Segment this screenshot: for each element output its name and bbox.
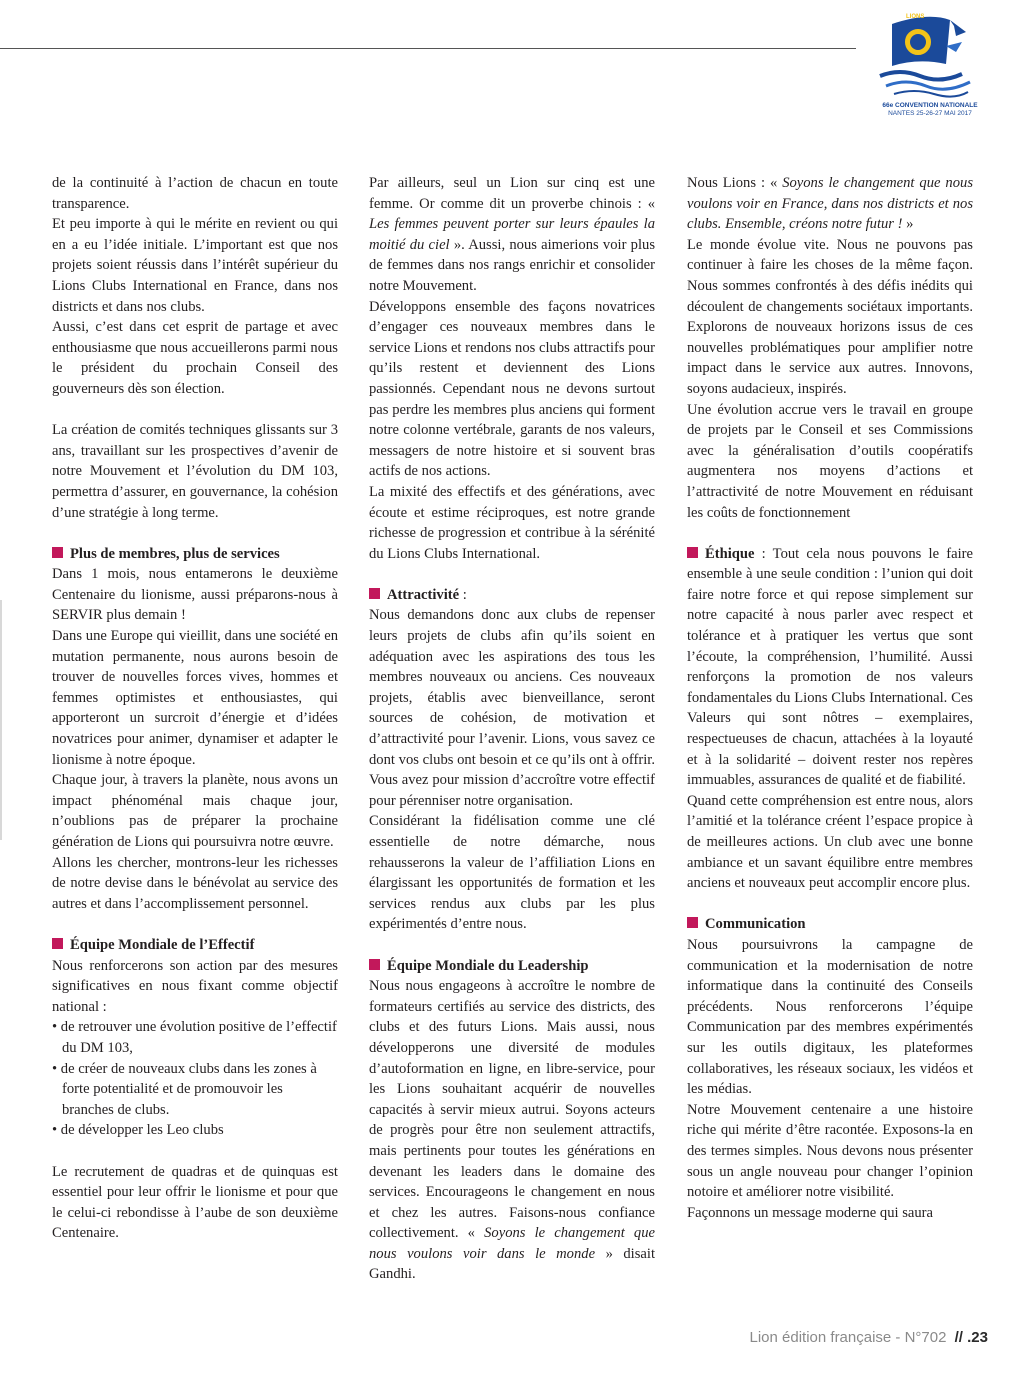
- section-heading: [369, 956, 655, 977]
- square-bullet-icon: [369, 588, 380, 599]
- text-run: Nous nous engageons à accroître le nombre de formateurs certifiés au service des districts, des clubs et des futurs Lions. Mais aussi, nous développerons une diversité de modules d’autoformation en ligne, en libre-service, pour les Lions souhaitant acquérir de nouvelles capacités à servir mieux autrui. Soyons acteurs de progrès pour être non seulement attractifs, mais pertinents pour toutes les générations en devenant les leaders dans le domaine des services. Encourageons le changement en nous et chez les autres. Faisons-nous confiance collectivement. «: [369, 978, 655, 1242]
- logo-line-2: NANTES 25-26-27 MAI 2017: [888, 110, 972, 117]
- paragraph: Considérant la fidélisation comme une clé essentielle de notre démarche, nous rehausserons la valeur de l’affiliation Lions en élargissant les opportunités de formation et les services rendus aux clubs par les plus expérimentés d’entre nous.: [369, 813, 655, 933]
- text-run: »: [902, 216, 914, 233]
- section-heading: [52, 544, 338, 565]
- paragraph: [369, 173, 655, 297]
- bullet-list: [52, 1017, 338, 1141]
- paragraph: [687, 544, 973, 791]
- heading-text: Équipe Mondiale du Leadership: [387, 957, 589, 974]
- list-item: • de retrouver une évolution positive de l’effectif du DM 103,: [52, 1017, 338, 1058]
- heading-suffix: :: [459, 586, 467, 603]
- quote-italic: Les femmes peuvent porter sur leurs épaules la moitié du ciel: [369, 216, 655, 253]
- text-run: » disait Gandhi.: [369, 1245, 656, 1283]
- quote-italic: Soyons le changement que nous voulons voir dans le monde: [369, 1225, 655, 1262]
- list-item: • de créer de nouveaux clubs dans les zones à forte potentialité et de promouvoir les branches de clubs.: [52, 1059, 338, 1121]
- paragraph: La mixité des effectifs et des générations, avec écoute et estime réciproques, est notre grande richesse de progression et contribue à la sérénité du Lions Clubs International.: [369, 483, 655, 562]
- logo-emblem-text: LIONS: [906, 14, 925, 20]
- square-bullet-icon: [52, 547, 63, 558]
- section-heading: [369, 585, 655, 606]
- text-run: Par ailleurs, seul un Lion sur cinq est une femme. Or comme dit un proverbe chinois : «: [369, 175, 655, 212]
- column-2: [369, 173, 655, 1285]
- paragraph: [369, 976, 655, 1285]
- quote-italic: Soyons le changement que nous voulons voir en France, dans nos districts et nos clubs. Ensemble, créons notre futur !: [687, 175, 973, 233]
- paragraph: Nous renforcerons son action par des mesures significatives en nous fixant comme objectif national :: [52, 957, 338, 1015]
- paragraph: Développons ensemble des façons novatrices d’engager ces nouveaux membres dans le service Lions et rendons nos clubs attractifs pour qu’ils restent et deviennent des Lions passionnés. Cependant nous ne devons surtout pas perdre les membres plus anciens qui forment notre colonne vertébrale, garants de nos valeurs, messagers de notre histoire et si souvent bras actifs de nos actions.: [369, 298, 655, 480]
- heading-text: Communication: [705, 916, 806, 933]
- logo-line-1: 66e CONVENTION NATIONALE: [882, 102, 978, 109]
- column-3: [687, 173, 973, 1223]
- paragraph: Façonnons un message moderne qui saura: [687, 1204, 934, 1221]
- paragraph: de la continuité à l’action de chacun en toute transparence.: [52, 175, 338, 212]
- text-run: ». Aussi, nous aimerions voir plus de femmes dans nos rangs enrichir et consolider notre Mouvement.: [369, 236, 655, 294]
- convention-logo: [870, 6, 990, 120]
- publication-name: Lion édition française - N°702: [749, 1329, 947, 1346]
- square-bullet-icon: [369, 959, 380, 970]
- footer-separator: //: [954, 1329, 963, 1346]
- heading-text: Attractivité: [387, 586, 460, 603]
- paragraph: Et peu importe à qui le mérite en revient ou qui en a eu l’idée initiale. L’important est que nos projets soient réussis dans l’intérêt supérieur du Lions Clubs International en France, dans nos districts et dans nos clubs.: [52, 216, 338, 315]
- paragraph: Une évolution accrue vers le travail en groupe de projets par le Conseil et ses Commissions avec la généralisation d’outils coopératifs augmentera nos moyens d’actions et l’attractivité de notre Mouvement en réduisant les coûts de fonctionnement: [687, 401, 973, 521]
- page-footer: [750, 1329, 989, 1346]
- page-edge-shadow: [0, 600, 2, 840]
- section-heading: [687, 914, 973, 935]
- text-run: : Tout cela nous pouvons le faire ensemble à une seule condition : l’union qui doit faire notre force et qui repose simplement sur notre capacité à nous parler avec respect et tolérance et à pratiquer les vertus que sont l’écoute, la compréhension, l’humilité. Aussi renforçons la promotion de nos valeurs fondamentales du Lions Clubs International. Ces Valeurs qui sont nôtres – exemplaires, respectueuses de chacun, attachées à la loyauté et à la solidarité – doivent rester nos repères immuables, assurances de qualité et de fiabilité.: [687, 545, 973, 789]
- square-bullet-icon: [687, 547, 698, 558]
- header-rule: [0, 48, 856, 49]
- paragraph: [687, 173, 973, 235]
- list-item: • de développer les Leo clubs: [52, 1120, 338, 1141]
- paragraph: Quand cette compréhension est entre nous, alors l’amitié et la tolérance créent l’espace propice à de meilleures actions. Un club avec une bonne ambiance et un savant équilibre entre membres anciens et nouveaux peut accomplir encore plus.: [687, 792, 973, 892]
- page-number: .23: [967, 1329, 988, 1346]
- paragraph: Nous demandons donc aux clubs de repenser leurs projets de clubs afin qu’ils soient en adéquation avec les aspirations des tous les membres nouveaux ou anciens. Ces nouveaux projets, établis avec bienveillance, seront sources de cohésion, de motivation et d’attractivité pour l’avenir. Lions, vous savez ce dont vos clubs ont besoin et ce qu’ils ont à offrir. Vous avez pour mission d’accroître votre effectif pour pérenniser notre organisation.: [369, 607, 655, 809]
- paragraph: Le monde évolue vite. Nous ne pouvons pas continuer à faire les choses de la même façon. Nous sommes confrontés à des défis inédits qui découlent de changements sociétaux importants. Explorons de nouveaux horizons issus de ces nouvelles problématiques pour amplifier notre impact dans le service aux autres. Innovons, soyons audacieux, inspirés.: [687, 236, 973, 397]
- paragraph: Allons les chercher, montrons-leur les richesses de notre devise dans le bénévolat au service des autres et dans l’accomplissement personnel.: [52, 854, 338, 912]
- section-heading: [52, 935, 338, 956]
- paragraph: Aussi, c’est dans cet esprit de partage et avec enthousiasme que nous accueillerons parmi nous le président du prochain Conseil des gouverneurs dès son élection.: [52, 319, 338, 397]
- paragraph: Notre Mouvement centenaire a une histoire riche qui mérite d’être racontée. Exposons-la en des termes simples. Nous devons nous présenter sous un angle nouveau pour changer l’opinion notoire et améliorer notre visibilité.: [687, 1101, 973, 1201]
- paragraph: La création de comités techniques glissants sur 3 ans, travaillant sur les prospectives d’avenir de notre Mouvement et l’évolution du DM 103, permettra d’assurer, en gouvernance, la cohésion d’une stratégie à long terme.: [52, 422, 338, 521]
- paragraph: Dans une Europe qui vieillit, dans une société en mutation permanente, nous aurons besoin de trouver de nouvelles forces vives, hommes et femmes optimistes et enthousiastes, qui apporteront un surcroit d’énergie et d’idées novatrices pour animer, dynamiser et adapter le lionisme à notre époque.: [52, 628, 338, 768]
- square-bullet-icon: [52, 938, 63, 949]
- square-bullet-icon: [687, 917, 698, 928]
- column-1: [52, 173, 338, 1244]
- paragraph: Nous poursuivrons la campagne de communication et la modernisation de notre informatique dans la continuité des Conseils précédents. Nous renforcerons l’équipe Communication par des membres expérimentés sur les outils digitaux, les plateformes collaboratives, les réseaux sociaux, les vidéos et les médias.: [687, 936, 973, 1098]
- heading-text: Plus de membres, plus de services: [70, 545, 280, 562]
- paragraph: Chaque jour, à travers la planète, nous avons un impact phénoménal mais chaque jour, n’oublions pas de préparer la prochaine génération de Lions qui poursuivra notre œuvre.: [52, 772, 338, 850]
- paragraph: Le recrutement de quadras et de quinquas est essentiel pour leur offrir le lionisme et pour que le celui-ci rebondisse à l’aube de son deuxième Centenaire.: [52, 1163, 338, 1242]
- paragraph: Dans 1 mois, nous entamerons le deuxième Centenaire du lionisme, aussi préparons-nous à SERVIR plus demain !: [52, 566, 338, 624]
- text-run: Nous Lions : «: [687, 175, 783, 191]
- heading-text: Éthique: [705, 545, 755, 562]
- heading-text: Équipe Mondiale de l’Effectif: [70, 936, 255, 953]
